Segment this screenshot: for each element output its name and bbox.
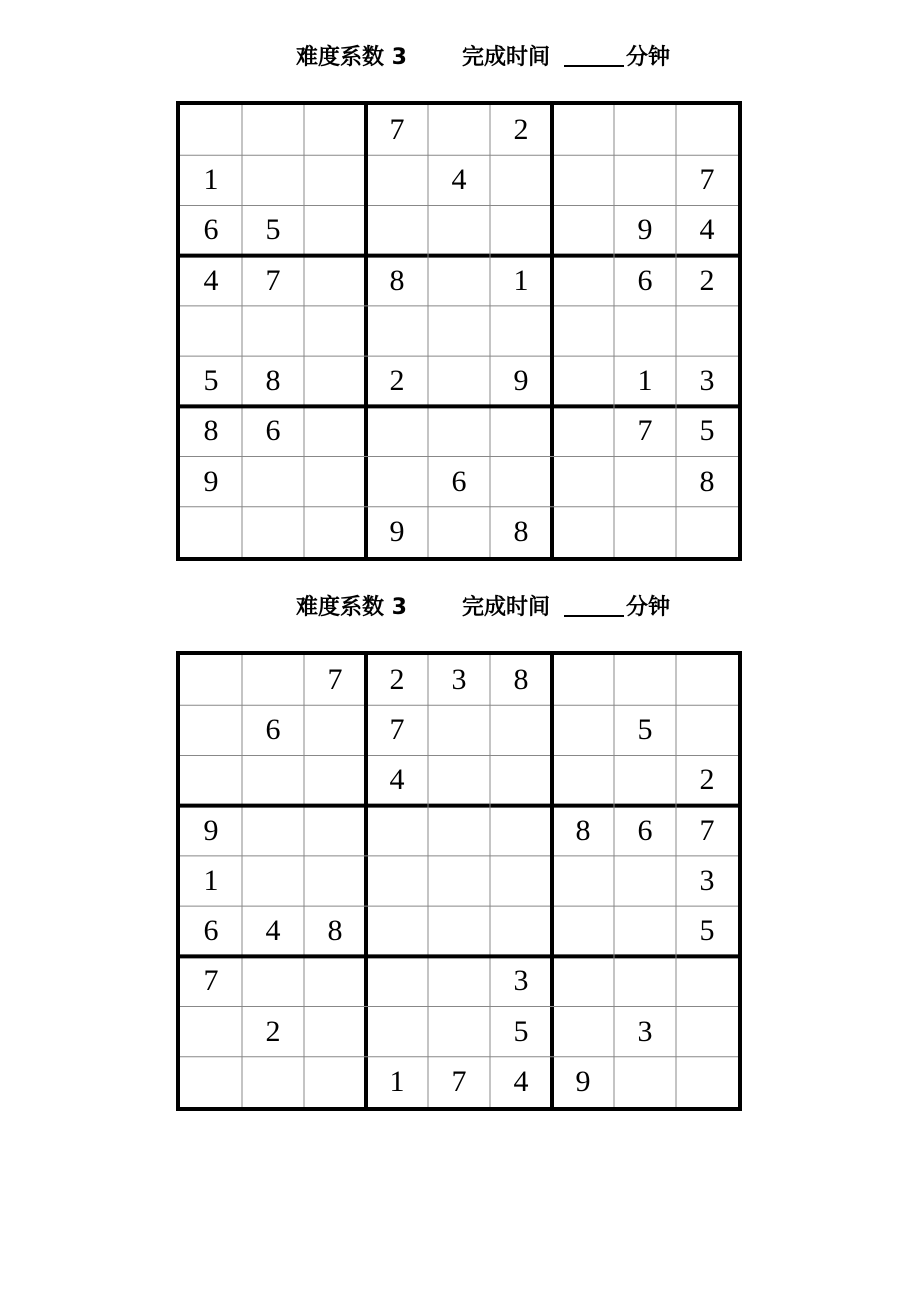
given-cell: 8	[203, 414, 219, 448]
given-cell: 3	[451, 663, 467, 696]
empty-cell[interactable]	[614, 105, 676, 155]
empty-cell[interactable]	[428, 105, 490, 155]
empty-cell[interactable]	[366, 906, 428, 956]
difficulty-label: 难度系数 3	[296, 45, 407, 70]
empty-cell[interactable]	[180, 655, 242, 705]
empty-cell[interactable]	[614, 755, 676, 805]
empty-cell[interactable]	[552, 306, 614, 356]
time-label: 完成时间	[462, 45, 551, 70]
empty-cell[interactable]	[180, 1007, 242, 1057]
given-cell: 2	[699, 763, 715, 797]
empty-cell[interactable]	[366, 406, 428, 456]
given-cell: 8	[389, 263, 405, 297]
empty-cell[interactable]	[428, 755, 490, 805]
empty-cell[interactable]	[552, 856, 614, 906]
empty-cell[interactable]	[242, 856, 304, 906]
empty-cell[interactable]	[242, 105, 304, 155]
empty-cell[interactable]	[490, 155, 552, 205]
empty-cell[interactable]	[242, 507, 304, 557]
empty-cell[interactable]	[242, 155, 304, 205]
given-cell: 8	[513, 663, 529, 696]
empty-cell[interactable]	[428, 705, 490, 755]
empty-cell[interactable]	[180, 105, 242, 155]
empty-cell[interactable]	[614, 856, 676, 906]
given-cell: 1	[203, 163, 219, 197]
empty-cell[interactable]	[552, 105, 614, 155]
empty-cell[interactable]	[552, 155, 614, 205]
unit-label: 分钟	[626, 595, 671, 620]
given-cell: 9	[389, 514, 405, 548]
given-cell: 5	[265, 213, 281, 247]
empty-cell[interactable]	[180, 1057, 242, 1107]
given-cell: 4	[265, 914, 281, 948]
empty-cell[interactable]	[242, 655, 304, 705]
empty-cell[interactable]	[490, 906, 552, 956]
empty-cell[interactable]	[242, 306, 304, 356]
given-cell: 7	[451, 1064, 467, 1098]
empty-cell[interactable]	[490, 457, 552, 507]
empty-cell[interactable]	[366, 956, 428, 1006]
empty-cell[interactable]	[552, 205, 614, 255]
empty-cell[interactable]	[304, 1007, 366, 1057]
empty-cell[interactable]	[366, 457, 428, 507]
given-cell: 2	[699, 263, 715, 297]
empty-cell[interactable]	[366, 856, 428, 906]
empty-cell[interactable]	[366, 1007, 428, 1057]
empty-cell[interactable]	[366, 306, 428, 356]
given-cell: 8	[575, 813, 591, 847]
empty-cell[interactable]	[180, 306, 242, 356]
empty-cell[interactable]	[490, 755, 552, 805]
given-cell: 9	[513, 364, 529, 398]
given-cell: 7	[699, 163, 715, 197]
given-cell: 3	[699, 863, 715, 897]
empty-cell[interactable]	[304, 806, 366, 856]
given-cell: 4	[451, 163, 467, 197]
given-cell: 5	[637, 713, 653, 747]
empty-cell[interactable]	[366, 155, 428, 205]
given-cell: 7	[203, 964, 219, 998]
empty-cell[interactable]	[428, 1007, 490, 1057]
given-cell: 1	[637, 364, 653, 398]
empty-cell[interactable]	[180, 755, 242, 805]
given-cell: 1	[513, 263, 529, 297]
empty-cell[interactable]	[366, 806, 428, 856]
given-cell: 8	[327, 914, 343, 948]
given-cell: 9	[203, 464, 219, 498]
empty-cell[interactable]	[304, 956, 366, 1006]
empty-cell[interactable]	[552, 406, 614, 456]
empty-cell[interactable]	[428, 205, 490, 255]
empty-cell[interactable]	[242, 806, 304, 856]
empty-cell[interactable]	[304, 205, 366, 255]
given-cell: 1	[389, 1064, 405, 1098]
empty-cell[interactable]	[552, 956, 614, 1006]
unit-label: 分钟	[626, 45, 671, 70]
given-cell: 7	[389, 113, 405, 146]
empty-cell[interactable]	[614, 507, 676, 557]
empty-cell[interactable]	[676, 507, 738, 557]
puzzle-2-heading	[0, 593, 920, 623]
given-cell: 6	[637, 263, 653, 297]
given-cell: 5	[699, 914, 715, 948]
given-cell: 2	[389, 663, 405, 696]
empty-cell[interactable]	[490, 306, 552, 356]
given-cell: 6	[265, 414, 281, 448]
given-cell: 2	[265, 1014, 281, 1048]
empty-cell[interactable]	[428, 856, 490, 906]
given-cell: 8	[265, 364, 281, 398]
given-cell: 9	[203, 813, 219, 847]
empty-cell[interactable]	[490, 705, 552, 755]
empty-cell[interactable]	[428, 306, 490, 356]
empty-cell[interactable]	[490, 406, 552, 456]
empty-cell[interactable]	[676, 705, 738, 755]
empty-cell[interactable]	[366, 205, 428, 255]
difficulty-label: 难度系数 3	[296, 595, 407, 620]
given-cell: 3	[513, 964, 529, 998]
empty-cell[interactable]	[304, 105, 366, 155]
empty-cell[interactable]	[428, 956, 490, 1006]
given-cell: 6	[451, 464, 467, 498]
empty-cell[interactable]	[180, 705, 242, 755]
given-cell: 7	[637, 414, 653, 448]
empty-cell[interactable]	[614, 655, 676, 705]
empty-cell[interactable]	[676, 306, 738, 356]
given-cell: 6	[203, 213, 219, 247]
empty-cell[interactable]	[614, 306, 676, 356]
empty-cell[interactable]	[676, 655, 738, 705]
empty-cell[interactable]	[428, 906, 490, 956]
empty-cell[interactable]	[552, 256, 614, 306]
empty-cell[interactable]	[490, 856, 552, 906]
empty-cell[interactable]	[428, 256, 490, 306]
empty-cell[interactable]	[552, 906, 614, 956]
empty-cell[interactable]	[552, 457, 614, 507]
empty-cell[interactable]	[242, 457, 304, 507]
given-cell: 4	[699, 213, 715, 247]
empty-cell[interactable]	[304, 256, 366, 306]
given-cell: 7	[265, 263, 281, 297]
given-cell: 3	[637, 1014, 653, 1048]
empty-cell[interactable]	[676, 956, 738, 1006]
empty-cell[interactable]	[304, 705, 366, 755]
given-cell: 2	[389, 364, 405, 398]
time-blank-line[interactable]	[564, 43, 624, 67]
empty-cell[interactable]	[304, 1057, 366, 1107]
given-cell: 6	[637, 813, 653, 847]
empty-cell[interactable]	[304, 155, 366, 205]
puzzle-1-heading	[0, 43, 920, 73]
empty-cell[interactable]	[614, 956, 676, 1006]
empty-cell[interactable]	[614, 1057, 676, 1107]
empty-cell[interactable]	[242, 956, 304, 1006]
empty-cell[interactable]	[614, 906, 676, 956]
given-cell: 5	[699, 414, 715, 448]
empty-cell[interactable]	[304, 406, 366, 456]
given-cell: 9	[575, 1064, 591, 1098]
empty-cell[interactable]	[428, 806, 490, 856]
empty-cell[interactable]	[304, 457, 366, 507]
given-cell: 4	[203, 263, 219, 297]
given-cell: 3	[699, 364, 715, 398]
empty-cell[interactable]	[490, 205, 552, 255]
given-cell: 8	[699, 464, 715, 498]
empty-cell[interactable]	[676, 105, 738, 155]
given-cell: 5	[203, 364, 219, 398]
given-cell: 9	[637, 213, 653, 247]
given-cell: 4	[513, 1064, 529, 1098]
empty-cell[interactable]	[552, 655, 614, 705]
empty-cell[interactable]	[304, 507, 366, 557]
given-cell: 5	[513, 1014, 529, 1048]
sudoku-grid-2	[176, 651, 742, 1111]
empty-cell[interactable]	[552, 507, 614, 557]
given-cell: 4	[389, 763, 405, 797]
empty-cell[interactable]	[180, 507, 242, 557]
empty-cell[interactable]	[428, 507, 490, 557]
empty-cell[interactable]	[676, 1007, 738, 1057]
empty-cell[interactable]	[614, 457, 676, 507]
time-blank-line[interactable]	[564, 593, 624, 617]
given-cell: 7	[389, 713, 405, 747]
empty-cell[interactable]	[676, 1057, 738, 1107]
empty-cell[interactable]	[428, 356, 490, 406]
empty-cell[interactable]	[304, 356, 366, 406]
given-cell: 6	[265, 713, 281, 747]
empty-cell[interactable]	[490, 806, 552, 856]
empty-cell[interactable]	[304, 755, 366, 805]
empty-cell[interactable]	[242, 1057, 304, 1107]
empty-cell[interactable]	[552, 356, 614, 406]
sudoku-grid-1	[176, 101, 742, 561]
empty-cell[interactable]	[304, 856, 366, 906]
given-cell: 7	[699, 813, 715, 847]
empty-cell[interactable]	[552, 755, 614, 805]
empty-cell[interactable]	[242, 755, 304, 805]
empty-cell[interactable]	[614, 155, 676, 205]
given-cell: 7	[327, 663, 343, 696]
time-label: 完成时间	[462, 595, 551, 620]
empty-cell[interactable]	[552, 1007, 614, 1057]
empty-cell[interactable]	[304, 306, 366, 356]
given-cell: 8	[513, 514, 529, 548]
empty-cell[interactable]	[428, 406, 490, 456]
given-cell: 1	[203, 863, 219, 897]
given-cell: 6	[203, 914, 219, 948]
given-cell: 2	[513, 113, 529, 146]
empty-cell[interactable]	[552, 705, 614, 755]
